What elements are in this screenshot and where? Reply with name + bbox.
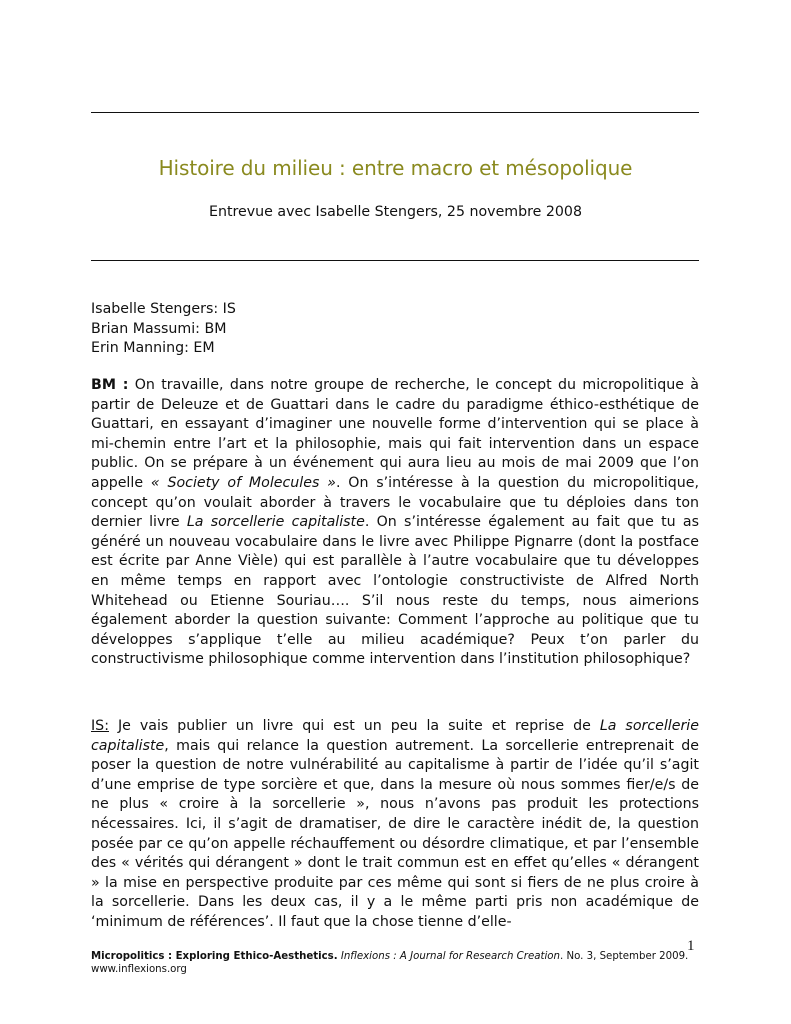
participant-bm: Brian Massumi: BM <box>91 320 227 337</box>
footer-issue: . No. 3, September 2009. <box>560 951 689 962</box>
is-answer-paragraph <box>91 717 699 933</box>
page-number: 1 <box>687 938 695 954</box>
bm-text-part-2: . On s’intéresse à la question du micropolitique, concept qu’on voulait aborder à travers le vocabulaire que tu déploies dans ton dernier livre <box>91 474 699 531</box>
bm-text-part-1: On travaille, dans notre groupe de recherche, le concept du micropolitique à partir de Deleuze et de Guattari dans le cadre du paradigme éthico-esthétique de Guattari, en essayant d’imaginer une nouvelle forme d’intervention qui se place à mi-chemin entre l’art et la philosophie, mais qui fait intervention dans un espace public. On se prépare à un événement qui aura lieu au mois de mai 2009 que l’on appelle <box>91 377 700 491</box>
footer-series: Micropolitics : Exploring Ethico-Aesthetics. <box>91 951 338 962</box>
footer-journal: Inflexions : A Journal for Research Creation <box>340 951 560 962</box>
book-title: La sorcellerie capitaliste <box>91 718 699 754</box>
page-footer <box>91 950 711 976</box>
participants-list <box>91 300 699 359</box>
participant-is: Isabelle Stengers: IS <box>91 301 236 317</box>
header-divider <box>91 260 699 261</box>
is-text-part-1: Je vais publier un livre qui est un peu la suite et reprise de <box>108 718 600 734</box>
is-text-part-2: , mais qui relance la question autrement. La sorcellerie entreprenait de poser la question de notre vulnérabilité au capitalisme à partir de l’idée qu’il s’agit d’une emprise de type sorcière et que, dans la mesure où nous sommes fier/e/s de ne plus « croire à la sorcellerie », nous n’avons pas produit les protections nécessaires. Ici, il s’agit de dramatiser, de dire le caractère inédit de, la question posée par ce qu’on appelle réchauffement ou désordre climatique, et par l’ensemble des « vérités qui dérangent » dont le trait commun est en effet qu’elles « dérangent » la mise en perspective produite par ces même qui sont si fiers de ne plus croire à la sorcellerie. Dans les deux cas, il y a le même parti pris non académique de ‘minimum de références’. Il faut que la chose tienne d’elle- <box>91 737 699 930</box>
footer-website-link[interactable]: www.inflexions.org <box>91 964 187 975</box>
bm-question-paragraph <box>91 376 699 670</box>
participant-em: Erin Manning: EM <box>91 340 215 357</box>
top-divider <box>91 112 699 113</box>
document-subtitle: Entrevue avec Isabelle Stengers, 25 novembre 2008 <box>209 204 582 220</box>
document-title: Histoire du milieu : entre macro et mésopolique <box>158 156 633 180</box>
bm-text-part-3: . On s’intéresse également au fait que tu as généré un nouveau vocabulaire dans le livre avec Philippe Pignarre (dont la postface est écrite par Anne Vièle) qui est parallèle à l’autre vocabulaire que tu développes en même temps en rapport avec l’ontologie constructiviste de Alfred North Whitehead ou Etienne Souriau…. S’il nous reste du temps, nous aimerions également aborder la question suivante: Comment l’approche au politique que tu développes s’applique t’elle au milieu académique? Peux t’on parler du constructivisme philosophique comme intervention dans l’institution philosophique? <box>91 514 699 668</box>
event-title: « Society of Molecules » <box>150 474 336 491</box>
speaker-label-bm: BM : <box>91 377 129 393</box>
book-title: La sorcellerie capitaliste <box>186 514 365 531</box>
footer-citation <box>91 950 711 963</box>
speaker-label-is: IS: <box>91 718 109 734</box>
